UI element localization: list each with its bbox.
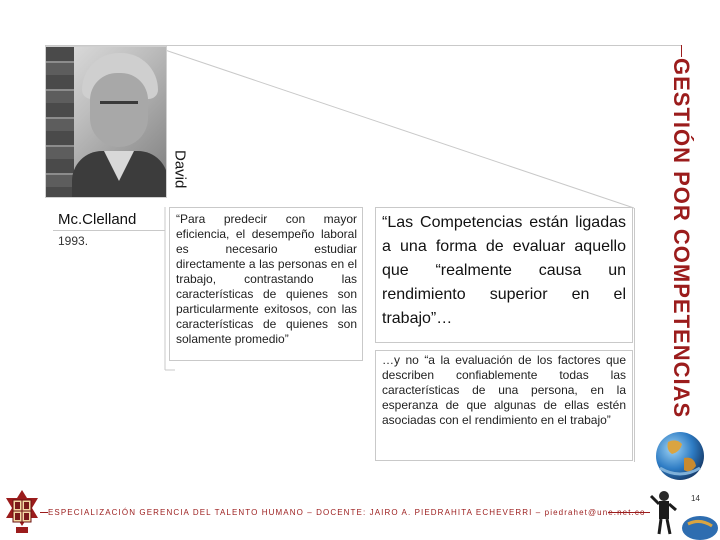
author-year: 1993. <box>58 234 89 248</box>
portrait-photo <box>45 46 167 198</box>
bookshelf-background <box>46 47 74 197</box>
slide-side-title: GESTIÓN POR COMPETENCIAS <box>669 57 694 419</box>
quote-contrast-box: …y no “a la evaluación de los factores que describen confiablemente todas las características de una persona, en la esperanza de que algunas de ellas estén asociadas con el rendimiento en el trabajo” <box>375 350 633 461</box>
portrait-eyes <box>100 101 138 110</box>
portrait-face <box>90 73 148 147</box>
author-first-name: David <box>171 149 189 189</box>
globe-icon <box>650 428 710 488</box>
page-number: 14 <box>691 494 700 503</box>
frame-right-line <box>634 208 635 462</box>
footer-left-rule <box>40 512 48 513</box>
quote-definition-box: “Para predecir con mayor eficiencia, el desempeño laboral es necesario estudiar directamente a las personas en el trabajo, contrastando las características de quienes son particularmente exitosos, con las características de quienes son solamente promedio” <box>169 207 363 361</box>
university-emblem-icon <box>4 490 40 534</box>
businessman-on-globe-icon <box>648 488 720 540</box>
slide-footer: ESPECIALIZACIÓN GERENCIA DEL TALENTO HUMANO – DOCENTE: JAIRO A. PIEDRAHITA ECHEVERRI – piedrahet@une.net.co <box>48 508 646 517</box>
quote-competencias-box: “Las Competencias están ligadas a una forma de evaluar aquello que “realmente causa un rendimiento superior en el trabajo”… <box>375 207 633 343</box>
author-last-name: Mc.Clelland <box>58 211 137 228</box>
